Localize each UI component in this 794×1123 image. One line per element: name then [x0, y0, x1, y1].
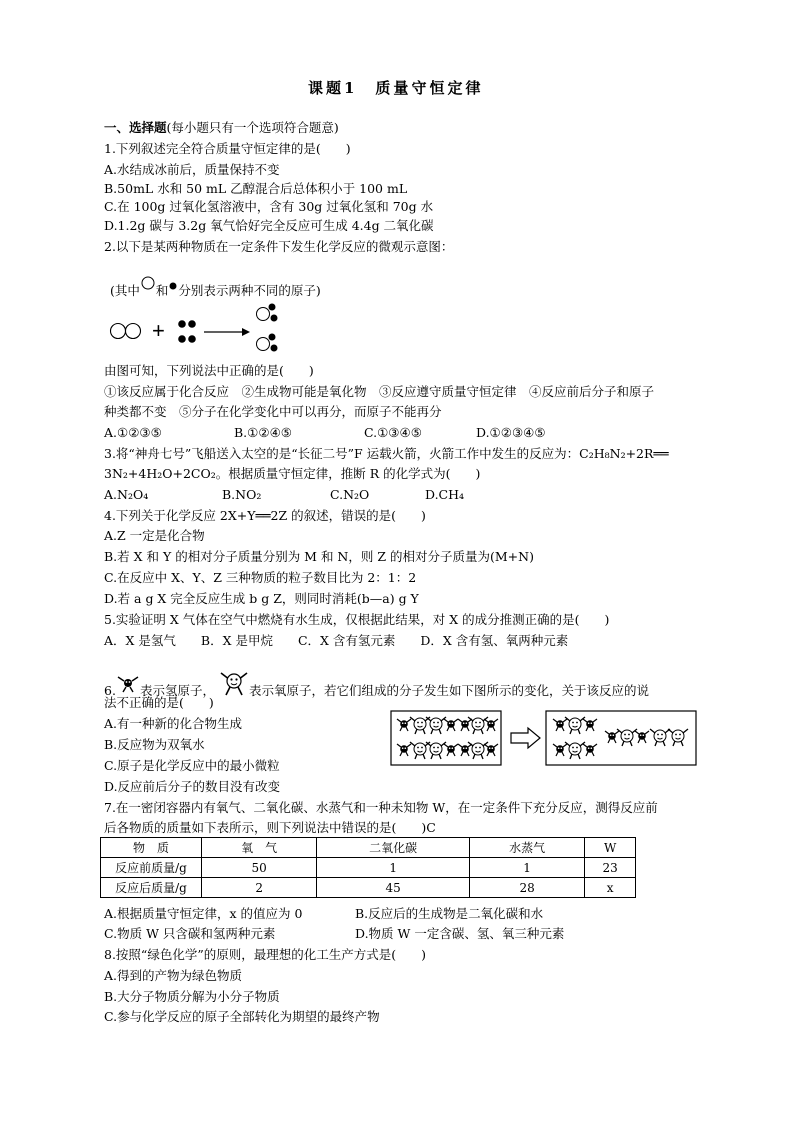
table-header-row — [101, 838, 636, 858]
table-row — [101, 878, 636, 898]
q1-option-b: B.50mL 水和 50 mL 乙醇混合后总体积小于 100 mL — [104, 181, 408, 196]
hollow-arrow — [511, 728, 540, 748]
q6-option-a: A.有一种新的化合物生成 — [104, 716, 243, 731]
q7-option-d: D.物质 W 一定含碳、氢、氧三种元素 — [355, 926, 565, 941]
q4-stem: 4.下列关于化学反应 2X+Y══2Z 的叙述，错误的是( ) — [104, 508, 426, 523]
q3-stem-text: 3.将“神舟七号”飞船送入太空的是“长征二号”F 运载火箭，火箭工作中发生的反应为： — [104, 446, 580, 461]
section-heading — [104, 121, 339, 135]
reactant-open-molecule — [111, 324, 141, 339]
q3-option-b: B.NO₂ — [222, 487, 262, 502]
q8-option-c: C.参与化学反应的原子全部转化为期望的最终产物 — [104, 1009, 380, 1024]
open-circle-atom-icon — [140, 275, 156, 291]
q3-option-a: A.N₂O₄ — [104, 487, 149, 502]
q6-option-d: D.反应前后分子的数目没有改变 — [104, 779, 281, 794]
q5-options: A．X 是氢气 B．X 是甲烷 C．X 含有氢元素 D．X 含有氢、氧两种元素 — [104, 633, 569, 648]
page-title: 课题1 质量守恒定律 — [308, 79, 484, 97]
table-header-cell: 氧 气 — [202, 838, 317, 858]
q7-mass-table — [100, 837, 636, 898]
q3-formula: C₂H₈N₂+2R══ — [579, 446, 669, 461]
q7-stem-line1: 7.在一密闭容器内有氧气、二氧化碳、水蒸气和一种未知物 W，在一定条件下充分反应，测得反应前 — [104, 800, 658, 815]
q6-number: 6. — [104, 683, 116, 698]
reactant-filled-molecules — [178, 320, 196, 343]
q1-stem: 1.下列叙述完全符合质量守恒定律的是( ) — [104, 141, 351, 156]
q2-option-c: C.①③④⑤ — [364, 425, 422, 440]
q1-option-d: D.1.2g 碳与 3.2g 氧气恰好完全反应可生成 4.4g 二氧化碳 — [104, 218, 434, 233]
table-cell: 23 — [585, 858, 636, 878]
table-cell: 反应后质量/g — [101, 878, 202, 898]
q6-option-c: C.原子是化学反应中的最小微粒 — [104, 758, 280, 773]
reaction-arrow — [204, 328, 250, 336]
table-row — [101, 858, 636, 878]
q7-option-a: A.根据质量守恒定律，x 的值应为 0 — [104, 906, 303, 921]
q2-statements-line1: ①该反应属于化合反应 ②生成物可能是氧化物 ③反应遵守质量守恒定律 ④反应前后分子和原子 — [104, 384, 655, 399]
q2-stem: 2.以下是某两种物质在一定条件下发生化学反应的微观示意图： — [104, 239, 454, 254]
table-cell: 2 — [202, 878, 317, 898]
reactants-box — [391, 711, 501, 765]
q7-stem-line2: 后各物质的质量如下表所示，则下列说法中错误的是( )C — [104, 820, 436, 835]
table-header-cell: 二氧化碳 — [317, 838, 470, 858]
table-cell: x — [585, 878, 636, 898]
q3-option-d: D.CH₄ — [425, 487, 465, 502]
q2-ask: 由图可知，下列说法中正确的是( ) — [104, 363, 314, 378]
q6-molecule-change-diagram — [390, 707, 698, 769]
q6-hydrogen-label: 表示氢原子， — [139, 683, 215, 698]
q8-option-a: A.得到的产物为绿色物质 — [104, 968, 243, 983]
q5-stem: 5.实验证明 X 气体在空气中燃烧有水生成，仅根据此结果，对 X 的成分推测正确的是( ) — [104, 612, 610, 627]
q4-option-d: D.若 a g X 完全反应生成 b g Z，则同时消耗(b—a) g Y — [104, 591, 419, 606]
q2-statements-line2: 种类都不变 ⑤分子在化学变化中可以再分，而原子不能再分 — [104, 404, 442, 419]
table-header-cell: W — [585, 838, 636, 858]
table-cell: 50 — [202, 858, 317, 878]
q3-option-c: C.N₂O — [330, 487, 370, 502]
hydrogen-atom-figure-icon — [116, 675, 140, 693]
section-heading-note: (每小题只有一个选项符合题意) — [166, 120, 339, 135]
table-cell: 1 — [469, 858, 584, 878]
filled-circle-atom-icon — [168, 281, 178, 293]
q2-reaction-diagram — [108, 300, 288, 358]
q1-option-a: A.水结成冰前后，质量保持不变 — [104, 162, 280, 177]
q2-legend-after: 分别表示两种不同的原子) — [178, 283, 321, 298]
q6-stem-line1 — [104, 671, 649, 698]
q4-option-b: B.若 X 和 Y 的相对分子质量分别为 M 和 N，则 Z 的相对分子质量为(M+N) — [104, 549, 534, 564]
q7-option-c: C.物质 W 只含碳和氢两种元素 — [104, 926, 276, 941]
table-cell: 28 — [469, 878, 584, 898]
product-molecules — [257, 304, 278, 352]
table-cell: 1 — [317, 858, 470, 878]
products-box — [546, 711, 696, 765]
q4-option-c: C.在反应中 X、Y、Z 三种物质的粒子数目比为 2：1：2 — [104, 570, 417, 585]
q1-option-c: C.在 100g 过氧化氢溶液中，含有 30g 过氧化氢和 70g 水 — [104, 199, 434, 214]
q2-legend-mid: 和 — [155, 283, 169, 298]
q4-option-a: A.Z 一定是化合物 — [104, 528, 205, 543]
oxygen-atom-figure-icon — [219, 671, 249, 697]
table-header-cell: 物 质 — [101, 838, 202, 858]
q2-option-a: A.①②③⑤ — [104, 425, 162, 440]
q8-option-b: B.大分子物质分解为小分子物质 — [104, 989, 280, 1004]
q6-oxygen-label: 表示氧原子，若它们组成的分子发生如下图所示的变化，关于该反应的说 — [248, 683, 649, 698]
q2-legend-before: (其中 — [110, 283, 140, 298]
q8-stem: 8.按照“绿色化学”的原则，最理想的化工生产方式是( ) — [104, 947, 426, 962]
q7-option-b: B.反应后的生成物是二氧化碳和水 — [355, 906, 544, 921]
reaction-plus-sign: + — [152, 318, 165, 343]
q2-legend — [110, 275, 321, 298]
q6-option-b: B.反应物为双氧水 — [104, 737, 205, 752]
section-heading-bold: 一、选择题 — [104, 120, 167, 135]
q2-option-b: B.①②④⑤ — [234, 425, 292, 440]
q2-option-d: D.①②③④⑤ — [476, 425, 546, 440]
q3-stem-line1 — [104, 447, 668, 461]
table-cell: 反应前质量/g — [101, 858, 202, 878]
q6-stem-line2: 法不正确的是( ) — [104, 695, 214, 710]
q3-stem-line2: 3N₂+4H₂O+2CO₂。根据质量守恒定律，推断 R 的化学式为( ) — [104, 466, 481, 481]
table-cell: 45 — [317, 878, 470, 898]
table-header-cell: 水蒸气 — [469, 838, 584, 858]
